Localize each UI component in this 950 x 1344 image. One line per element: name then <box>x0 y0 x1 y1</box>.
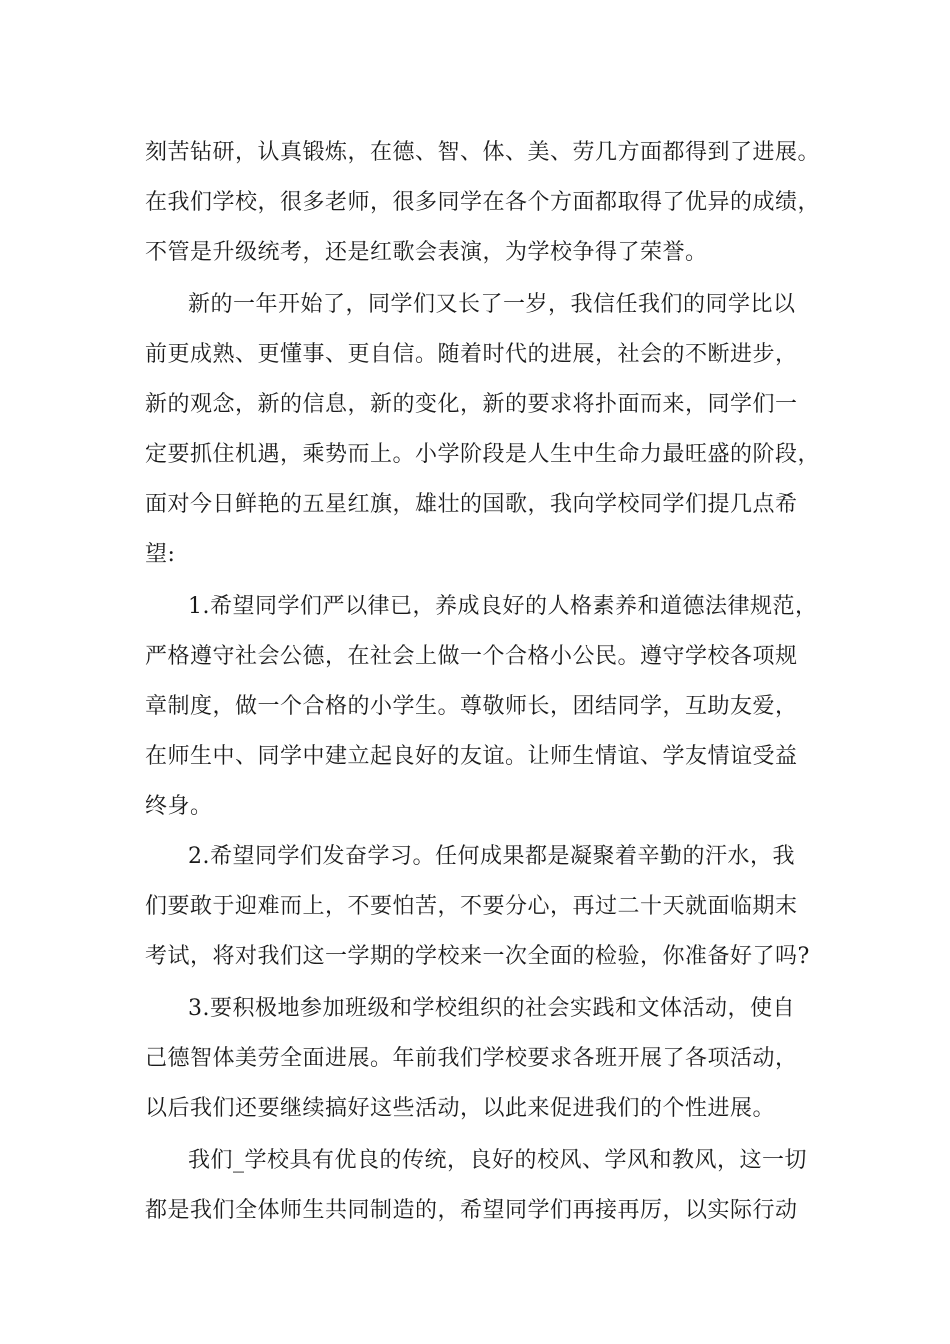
text-line: 以后我们还要继续搞好这些活动，以此来促进我们的个性进展。 <box>145 1096 776 1121</box>
paragraph-first-line: 我们_学校具有优良的传统，良好的校风、学风和教风，这一切 <box>188 1148 808 1173</box>
text-line: 们要敢于迎难而上，不要怕苦，不要分心，再过二十天就面临期末 <box>145 894 798 919</box>
paragraph-first-line: 新的一年开始了，同学们又长了一岁，我信任我们的同学比以 <box>188 292 796 317</box>
text-line: 刻苦钻研，认真锻炼，在德、智、体、美、劳几方面都得到了进展。 <box>145 140 821 165</box>
text-line: 在师生中、同学中建立起良好的友谊。让师生情谊、学友情谊受益 <box>145 744 798 769</box>
text-line: 章制度，做一个合格的小学生。尊敬师长，团结同学，互助友爱， <box>145 694 798 719</box>
text-line: 严格遵守社会公德，在社会上做一个合格小公民。遵守学校各项规 <box>145 644 798 669</box>
text-line: 己德智体美劳全面进展。年前我们学校要求各班开展了各项活动， <box>145 1046 798 1071</box>
text-line: 在我们学校，很多老师，很多同学在各个方面都取得了优异的成绩， <box>145 190 821 215</box>
text-line: 望: <box>145 542 176 567</box>
text-line: 都是我们全体师生共同制造的，希望同学们再接再厉，以实际行动 <box>145 1198 798 1223</box>
text-line: 终身。 <box>145 794 213 819</box>
paragraph-first-line: 1.希望同学们严以律已，养成良好的人格素养和道德法律规范， <box>188 594 818 619</box>
text-line: 不管是升级统考，还是红歌会表演，为学校争得了荣誉。 <box>145 240 708 265</box>
text-line: 定要抓住机遇，乘势而上。小学阶段是人生中生命力最旺盛的阶段， <box>145 442 821 467</box>
text-line: 前更成熟、更懂事、更自信。随着时代的进展，社会的不断进步， <box>145 342 798 367</box>
paragraph-first-line: 2.希望同学们发奋学习。任何成果都是凝聚着辛勤的汗水，我 <box>188 844 795 869</box>
text-line: 面对今日鲜艳的五星红旗，雄壮的国歌，我向学校同学们提几点希 <box>145 492 798 517</box>
text-line: 考试，将对我们这一学期的学校来一次全面的检验，你准备好了吗? <box>145 944 810 969</box>
text-line: 新的观念，新的信息，新的变化，新的要求将扑面而来，同学们一 <box>145 392 798 417</box>
paragraph-first-line: 3.要积极地参加班级和学校组织的社会实践和文体活动，使自 <box>188 996 795 1021</box>
